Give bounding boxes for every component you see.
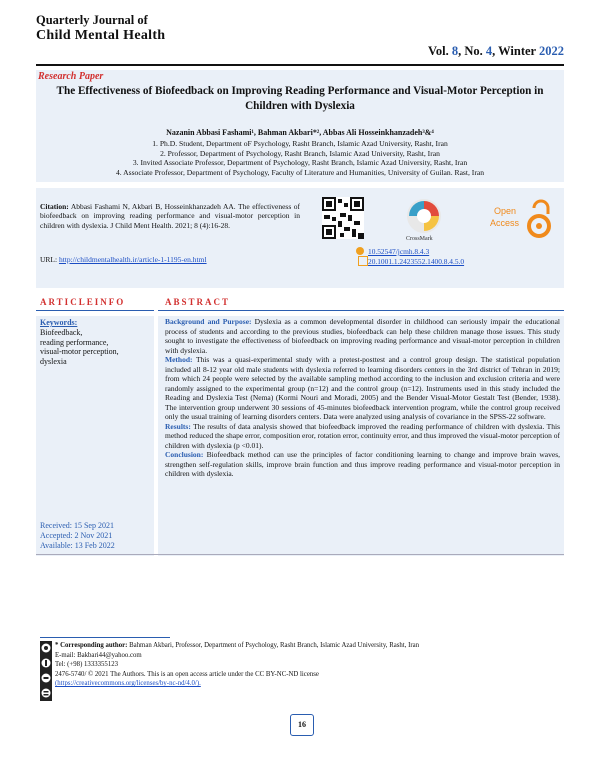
keyword: dyslexia [40, 356, 67, 366]
open-access-icon [484, 196, 554, 244]
license-link[interactable]: (https://creativecommons.org/licenses/by-nc-nd/4.0/). [55, 680, 201, 688]
season: Winter [498, 44, 536, 58]
keyword: Biofeedback, [40, 328, 83, 337]
corresponding-author: * Corresponding author: Bahman Akbari, Professor, Department of Psychology, Rasht Branch, Islamic Azad University, Rasht, Iran [55, 642, 420, 649]
citation: Citation: Abbasi Fashami N, Akbari B, Hosseinkhanzadeh AA. The effectiveness of biofeedback on improving reading performance and visual-motor perception in children with dyslexia. J Child Ment Health. 2021; 8 (4):16-28. [40, 202, 300, 230]
abstract-conclusion: Conclusion: Biofeedback method can use the principles of factor conditioning learning to change and improve brain waves, strengthen self-regulation skills, improve brain function and thus improve reading performance and visual-motor perception in children with dyslexia. [165, 450, 560, 479]
paper-title: The Effectiveness of Biofeedback on Improving Reading Performance and Visual-Motor Perception in Children with Dyslexia [56, 85, 544, 113]
cc-license-icon [40, 641, 52, 701]
issue-number: 4 [485, 44, 493, 58]
journal-line-1: Quarterly Journal of [36, 13, 148, 27]
footnote [55, 641, 565, 689]
keyword-list [40, 328, 152, 366]
affiliation: 2. Professor, Department of Psychology, Rasht Branch, Islamic Azad University, Rasht, Iran [160, 148, 440, 158]
qr-code-icon [322, 197, 364, 239]
abstract-background: Background and Purpose: Dyslexia as a common developmental disorder in childhood can seriously impair the educational process of students and according to the previous studies, biofeedback can help these children manage those issues. This study sought to investigate the effectiveness of biofeedback on improving reading performance and visual-motor perception in children with dyslexia. [165, 317, 560, 355]
header-divider [36, 64, 564, 66]
doi-icon [356, 247, 364, 255]
article-url: URL: http://childmentalhealth.ir/article-1-1195-en.html [40, 255, 207, 264]
keywords-label: Keywords: [40, 318, 78, 327]
email: E-mail: Bakbari44@yahoo.com [55, 651, 142, 659]
section-divider [36, 310, 154, 311]
doi-link[interactable]: 10.52547/jcmh.8.4.3 [368, 247, 430, 256]
section-divider [158, 310, 564, 311]
section-bottom-divider [36, 554, 564, 555]
accepted-date: Accepted: 2 Nov 2021 [40, 531, 113, 541]
open-access-word-1: Open [494, 206, 517, 216]
article-link[interactable]: http://childmentalhealth.ir/article-1-1195-en.html [58, 255, 207, 264]
affiliations [40, 139, 560, 178]
dor-link[interactable]: 20.1001.1.2423552.1400.8.4.5.0 [368, 257, 465, 266]
article-info-heading: ARTICLEINFO [40, 297, 126, 307]
affiliation: 3. Invited Associate Professor, Department of Psychology, Rasht Branch, Islamic Azad University, Rasht, Iran [132, 158, 468, 168]
keyword: reading performance, [40, 337, 109, 347]
abstract-heading: ABSTRACT [165, 297, 231, 307]
telephone: Tel: (+98) 1333355123 [55, 661, 119, 669]
volume: 8 [451, 44, 459, 58]
citation-text: Abbasi Fashami N, Akbari B, Hosseinkhanzadeh AA. The effectiveness of biofeedback on improving reading performance and visual-motor perception in children with dyslexia. J Child Ment Health. 2021; 8 (4):16-28. [40, 202, 300, 230]
abstract-results: Results: The results of data analysis showed that biofeedback improved the reading performance of children with dyslexia. This method reduced the shape error, composition eror, rotation error, continuity error, and thus improved the visual-motor perception of children with dyslexia (p <0.01). [165, 421, 560, 450]
available-date: Available: 13 Feb 2022 [40, 541, 115, 551]
license-text: 2476-5740/ © 2021 The Authors. This is an open access article under the CC BY-NC-ND license [55, 670, 319, 678]
paper-type: Research Paper [38, 71, 104, 82]
journal-line-2: Child Mental Health [36, 27, 166, 43]
page-number: 16 [290, 714, 314, 736]
dor-icon [358, 256, 368, 266]
abstract-method: Method: This was a quasi-experimental study with a pretest-posttest and a control group design. The statistical population included all 8-12 year old male students with dyslexia referred to learning disorders centers in the 3rd district of Tehran in 2019; from which 24 people were selected by the available sampling method according to the inclusion and exclusion criteria and were randomly assigned to the experimental group (n=12) and the control group (n=12). Instruments used in this study included the Reading and Dyslexia Test (Nema) (Kormi Nouri and Moradi, 2005) and the Bender Visual-Motor Gestalt Test (Bender, 1938). The intervention group underwent 30 sessions of 45-minutes biofeedback intervention program, while the control group received only the usual training of learning disorders centers. Data were analyzed using analysis of covariance in the SPSS-22 software. [165, 355, 560, 422]
year: 2022 [539, 44, 564, 58]
keyword: visual-motor perception, [40, 347, 119, 357]
author-list: Nazanin Abbasi Fashami¹, Bahman Akbari*², Abbas Ali Hosseinkhanzadeh³&⁴ [166, 128, 434, 137]
issue-info: Vol. 8, No. 4, Winter 2022 [427, 44, 564, 58]
affiliation: 4. Associate Professor, Department of Psychology, Faculty of Literature and Humanities, University of Guilan. Rast, Iran [115, 168, 485, 178]
abstract-body [165, 317, 560, 479]
open-access-word-2: Access [490, 218, 520, 228]
journal-name [36, 14, 165, 43]
received-date: Received: 15 Sep 2021 [40, 521, 114, 530]
crossmark-label: CrossMark [406, 236, 433, 242]
article-dates [40, 521, 115, 551]
affiliation: 1. Ph.D. Student, Department oF Psychology, Rasht Branch, Islamic Azad University, Rasht, Iran [152, 139, 448, 148]
footnote-divider [40, 637, 170, 638]
